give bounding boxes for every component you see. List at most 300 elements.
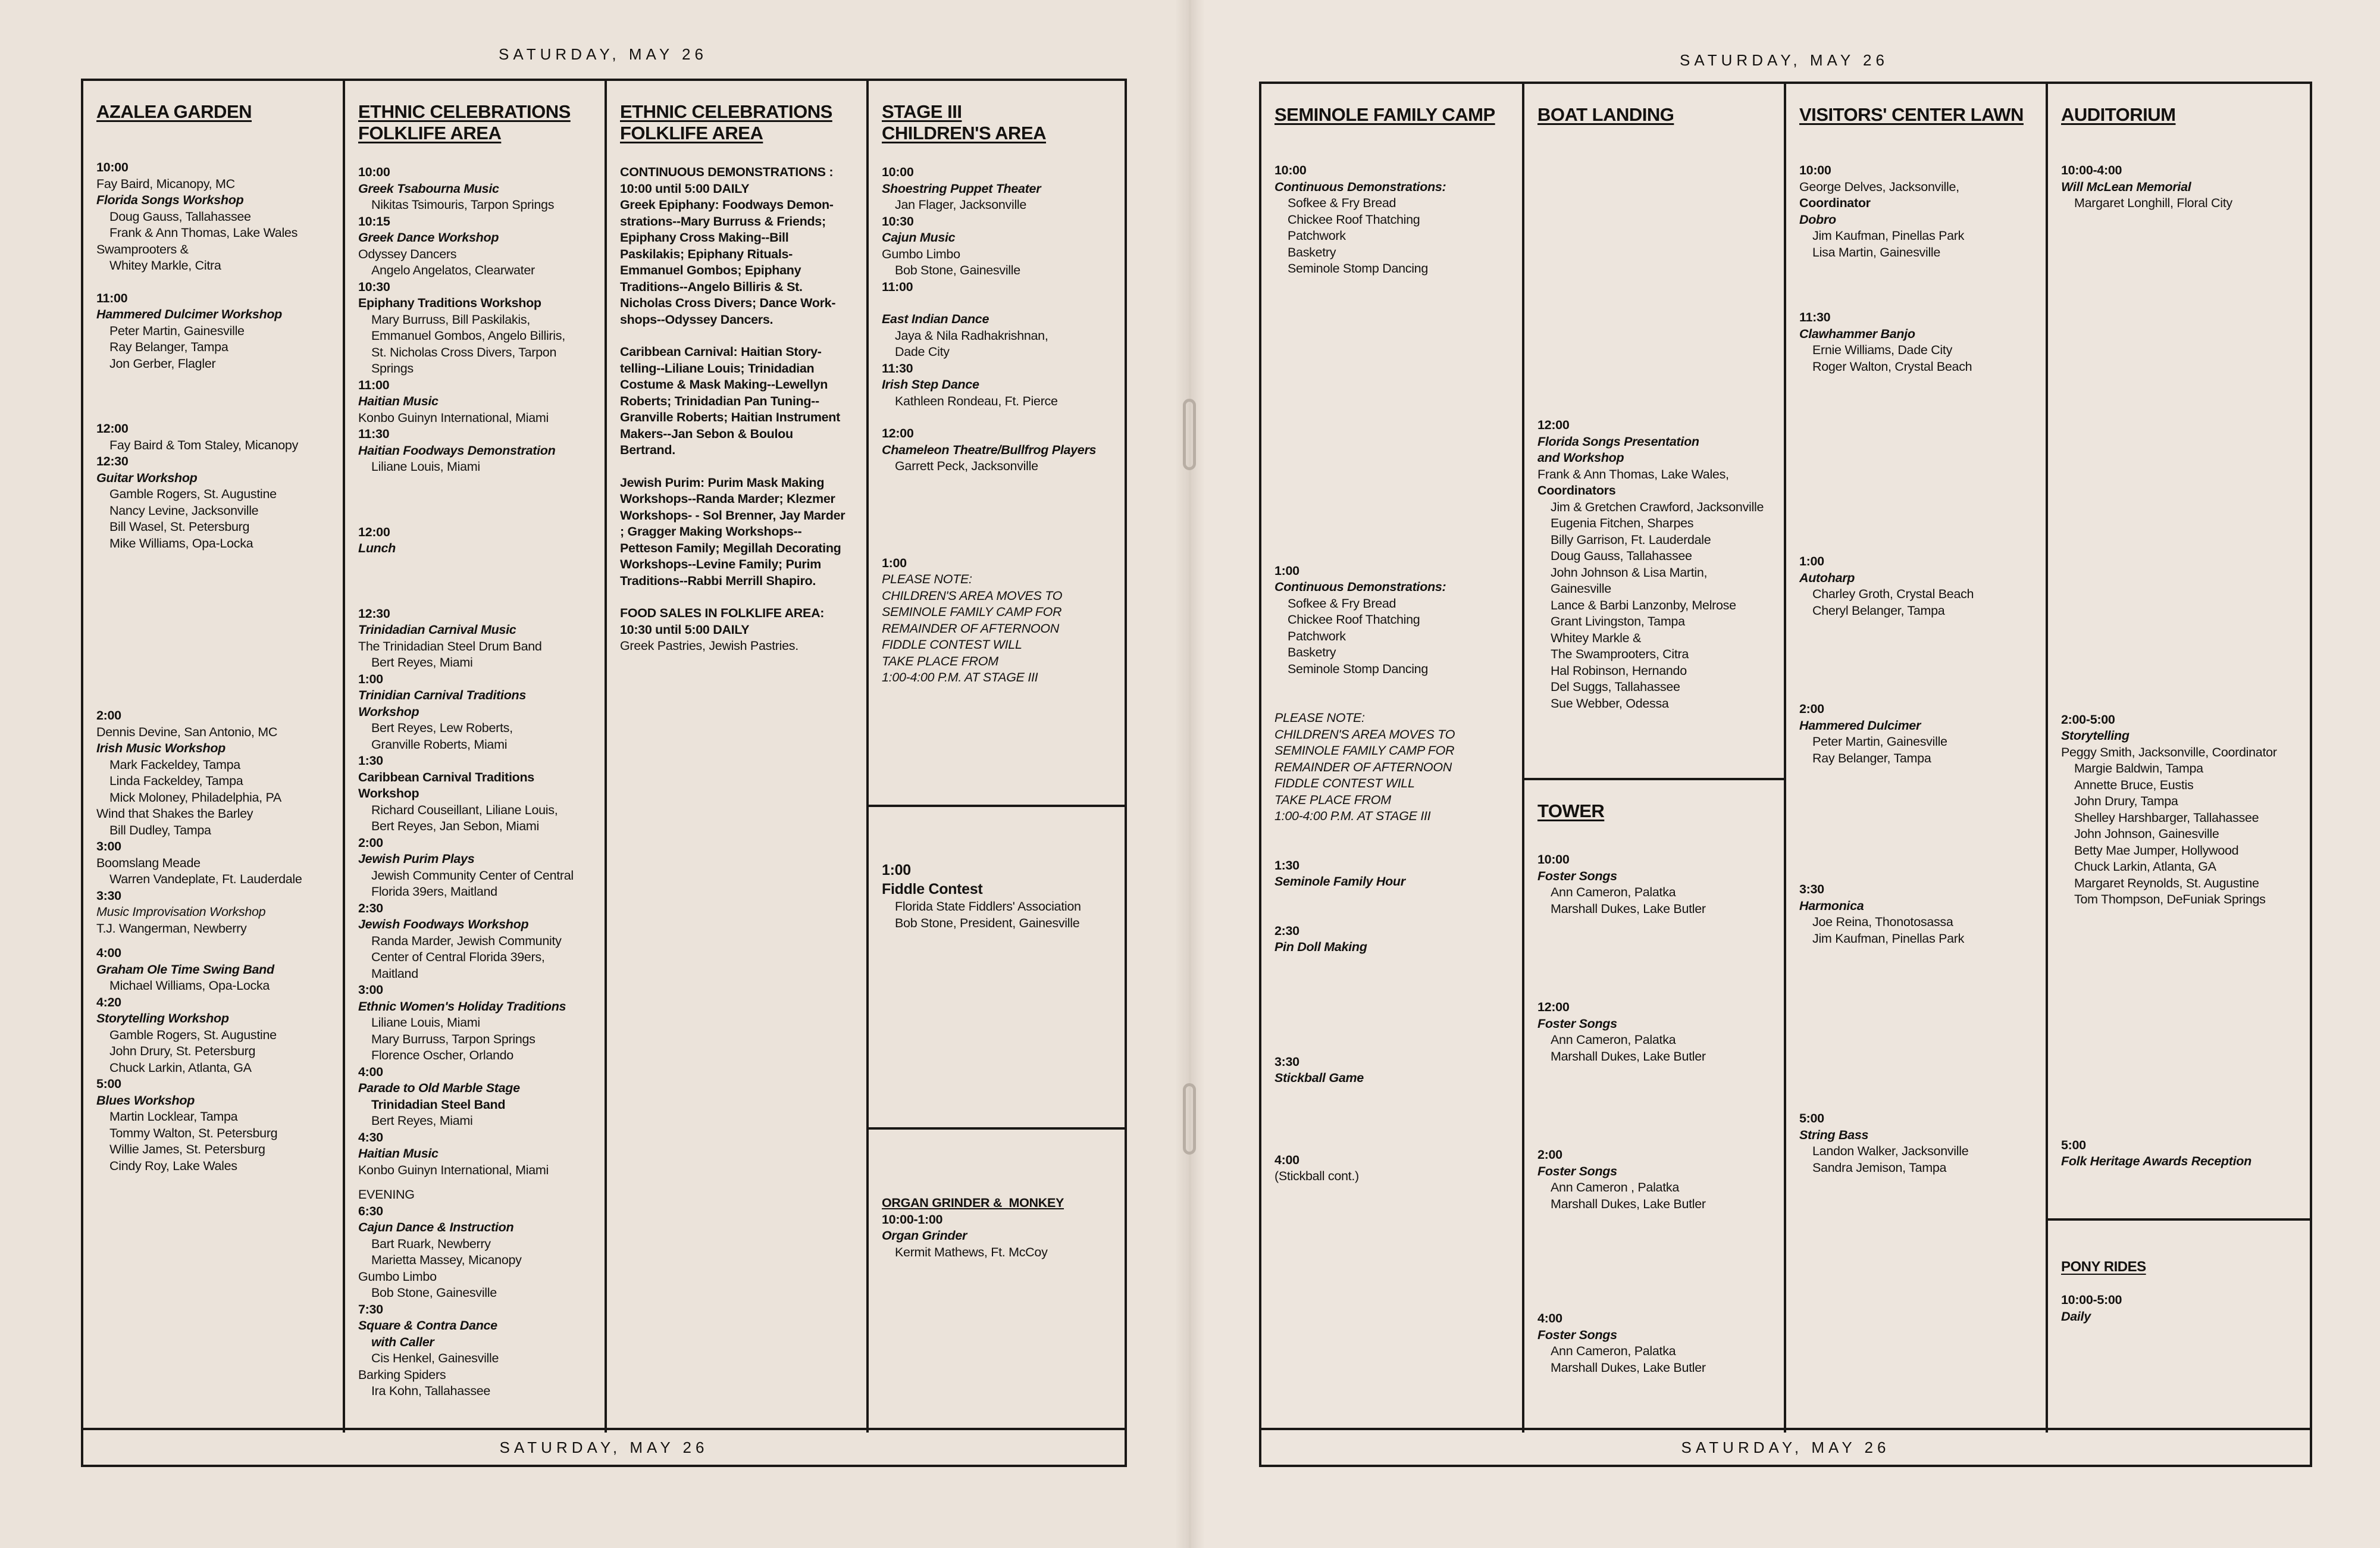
- schedule-line: Ira Kohn, Tallahassee: [371, 1384, 491, 1398]
- schedule-line: Jewish Purim Plays: [358, 852, 475, 866]
- schedule-time: 2:00: [96, 708, 121, 723]
- schedule-line: Jan Flager, Jacksonville: [895, 198, 1027, 212]
- schedule-line: Granville Roberts, Miami: [371, 737, 508, 752]
- schedule-time: 11:30: [358, 427, 390, 441]
- schedule-line: Irish Music Workshop: [96, 741, 226, 755]
- schedule-line: Dobro: [1799, 212, 1836, 227]
- schedule-line: TAKE PLACE FROM: [882, 653, 998, 668]
- schedule-line: Florida 39ers, Maitland: [371, 884, 497, 899]
- schedule-line: Irish Step Dance: [882, 377, 979, 392]
- staple-top: [1183, 399, 1196, 470]
- schedule-time: 1:00: [882, 862, 911, 878]
- schedule-line: Bob Stone, Gainesville: [895, 263, 1020, 277]
- schedule-line: Square & Contra Dance: [358, 1318, 497, 1333]
- schedule-line: Coordinators: [1537, 483, 1616, 498]
- schedule-line: CONTINUOUS DEMONSTRATIONS :: [620, 165, 834, 179]
- schedule-line: Gumbo Limbo: [882, 246, 960, 261]
- schedule-line: Foster Songs: [1537, 868, 1617, 883]
- schedule-line: Dade City: [895, 345, 950, 359]
- schedule-line: The Swamprooters, Citra: [1551, 647, 1689, 661]
- schedule-line: Tom Thompson, DeFuniak Springs: [2074, 892, 2266, 906]
- schedule-time: 1:00: [882, 555, 907, 570]
- schedule-line: Wind that Shakes the Barley: [96, 806, 253, 821]
- schedule-line: EVENING: [358, 1187, 415, 1202]
- schedule-line: Ann Cameron , Palatka: [1551, 1180, 1679, 1194]
- column-azalea-garden: [83, 81, 345, 1433]
- schedule-time: 3:00: [96, 839, 121, 853]
- schedule-line: Emmanuel Gombos; Epiphany: [620, 263, 801, 277]
- schedule-line: Foster Songs: [1537, 1164, 1617, 1178]
- schedule-line: Fay Baird & Tom Staley, Micanopy: [109, 437, 299, 452]
- schedule-table-left: [81, 79, 1127, 1467]
- schedule-line: Dennis Devine, San Antonio, MC: [96, 724, 278, 739]
- schedule-line: FIDDLE CONTEST WILL: [1274, 776, 1415, 790]
- schedule-line: Storytelling: [2061, 728, 2130, 743]
- schedule-line: Pin Doll Making: [1274, 940, 1367, 954]
- schedule-time: 1:00: [358, 671, 383, 686]
- schedule-line: Ray Belanger, Tampa: [1812, 750, 1931, 765]
- schedule-time: 10:00: [96, 160, 129, 174]
- schedule-time: 11:30: [1799, 310, 1831, 324]
- schedule-line: Foster Songs: [1537, 1327, 1617, 1342]
- schedule-time: 10:00: [882, 165, 914, 179]
- schedule-line: Paskilakis; Epiphany Rituals-: [620, 246, 793, 261]
- schedule-time: 12:00: [1537, 1000, 1570, 1014]
- schedule-time: 11:30: [882, 361, 913, 376]
- schedule-time: 10:00-5:00: [2061, 1293, 2122, 1307]
- schedule-line: John Drury, St. Petersburg: [109, 1044, 256, 1058]
- schedule-line: Bart Ruark, Newberry: [371, 1236, 491, 1251]
- schedule-line: Lance & Barbi Lanzonby, Melrose: [1551, 598, 1736, 612]
- schedule-time: 4:00: [1537, 1311, 1562, 1325]
- schedule-line: Patchwork: [1288, 229, 1346, 243]
- column-stage-3: [869, 81, 1125, 1433]
- column-title: AZALEA GARDEN: [96, 101, 252, 122]
- schedule-time: 1:00: [1274, 563, 1299, 578]
- schedule-line: Marshall Dukes, Lake Butler: [1551, 1360, 1706, 1375]
- schedule-line: Richard Couseillant, Liliane Louis,: [371, 802, 558, 817]
- schedule-line: Swamprooters &: [96, 242, 189, 257]
- column-title: BOAT LANDING: [1537, 104, 1674, 125]
- schedule-line: Trinidadian Carnival Music: [358, 623, 516, 637]
- schedule-time: 1:00: [1799, 554, 1824, 568]
- schedule-line: Marshall Dukes, Lake Butler: [1551, 1049, 1706, 1064]
- schedule-line: Basketry: [1288, 245, 1336, 259]
- schedule-time: 10:00: [358, 165, 390, 179]
- column-ethnic-celebrations-1: [345, 81, 607, 1433]
- schedule-line: Shoestring Puppet Theater: [882, 181, 1041, 196]
- schedule-line: TAKE PLACE FROM: [1274, 792, 1391, 807]
- schedule-time: 4:20: [96, 995, 121, 1009]
- column-title: VISITORS' CENTER LAWN: [1799, 104, 2024, 125]
- schedule-line: telling--Liliane Louis; Trinidadian: [620, 361, 815, 376]
- schedule-line: Chuck Larkin, Atlanta, GA: [109, 1060, 252, 1075]
- schedule-line: Jaya & Nila Radhakrishnan,: [895, 328, 1048, 343]
- schedule-line: Greek Pastries, Jewish Pastries.: [620, 639, 798, 653]
- schedule-line: shops--Odyssey Dancers.: [620, 312, 774, 327]
- schedule-line: Workshops--Randa Marder; Klezmer: [620, 492, 835, 506]
- schedule-line: Whitey Markle, Citra: [109, 258, 221, 273]
- schedule-line: Cindy Roy, Lake Wales: [109, 1158, 237, 1173]
- schedule-line: Patchwork: [1288, 628, 1346, 643]
- schedule-lines: [1537, 852, 1784, 1376]
- schedule-time: 4:30: [358, 1130, 383, 1144]
- schedule-line: Cheryl Belanger, Tampa: [1812, 603, 1945, 618]
- column-title: ETHNIC CELEBRATIONS FOLKLIFE AREA: [620, 101, 832, 143]
- schedule-line: Blues Workshop: [96, 1093, 195, 1108]
- schedule-line: Workshop: [358, 786, 419, 800]
- schedule-line: Cajun Dance & Instruction: [358, 1220, 514, 1234]
- schedule-line: Bob Stone, President, Gainesville: [895, 915, 1080, 930]
- schedule-line: Continuous Demonstrations:: [1274, 179, 1446, 194]
- schedule-lines: [882, 861, 1125, 931]
- schedule-line: John Johnson, Gainesville: [2074, 827, 2219, 841]
- book-gutter: [1175, 0, 1205, 1548]
- schedule-line: 1:00-4:00 P.M. AT STAGE III: [882, 670, 1038, 684]
- schedule-line: Nicholas Cross Divers; Dance Work-: [620, 296, 836, 310]
- schedule-line: Greek Epiphany: Foodways Demon-: [620, 198, 834, 212]
- schedule-line: Hammered Dulcimer Workshop: [96, 307, 283, 321]
- schedule-line: 1:00-4:00 P.M. AT STAGE III: [1274, 809, 1431, 823]
- schedule-line: Grant Livingston, Tampa: [1551, 614, 1685, 628]
- schedule-line: Marietta Massey, Micanopy: [371, 1253, 522, 1267]
- schedule-line: Seminole Family Hour: [1274, 874, 1405, 889]
- schedule-line: The Trinidadian Steel Drum Band: [358, 639, 542, 653]
- schedule-line: Bill Dudley, Tampa: [109, 823, 211, 837]
- tower-cell: [1524, 778, 1784, 1433]
- schedule-line: Jim Kaufman, Pinellas Park: [1812, 931, 1965, 946]
- schedule-line: Betty Mae Jumper, Hollywood: [2074, 843, 2239, 858]
- schedule-time: 5:00: [1799, 1111, 1824, 1125]
- schedule-line: Michael Williams, Opa-Locka: [109, 978, 270, 993]
- schedule-line: Haitian Music: [358, 394, 439, 408]
- page-header-date: SATURDAY, MAY 26: [499, 45, 707, 63]
- schedule-line: Daily: [2061, 1309, 2091, 1324]
- schedule-line: Epiphany Cross Making--Bill: [620, 230, 789, 245]
- schedule-line: Traditions--Rabbi Merrill Shapiro.: [620, 573, 816, 588]
- schedule-time: 4:00: [358, 1064, 383, 1079]
- schedule-time: 6:30: [358, 1203, 383, 1218]
- schedule-line: Garrett Peck, Jacksonville: [895, 459, 1038, 473]
- column-title: AUDITORIUM: [2061, 104, 2176, 125]
- schedule-time: 12:00: [882, 426, 914, 440]
- schedule-time: 12:00: [1537, 418, 1570, 432]
- schedule-line: Ann Cameron, Palatka: [1551, 1033, 1676, 1047]
- schedule-line: Frank & Ann Thomas, Lake Wales: [109, 226, 298, 240]
- column-title: PONY RIDES: [2061, 1259, 2146, 1275]
- schedule-line: SEMINOLE FAMILY CAMP FOR: [882, 605, 1062, 619]
- schedule-line: Konbo Guinyn International, Miami: [358, 1162, 549, 1177]
- schedule-time: 12:00: [96, 421, 129, 436]
- schedule-line: Tommy Walton, St. Petersburg: [109, 1125, 278, 1140]
- schedule-line: with Caller: [371, 1334, 434, 1349]
- page-footer-date: SATURDAY, MAY 26: [83, 1428, 1125, 1465]
- schedule-line: Parade to Old Marble Stage: [358, 1081, 520, 1095]
- schedule-line: Trinidian Carnival Traditions: [358, 688, 527, 702]
- schedule-line: Ernie Williams, Dade City: [1812, 343, 1953, 357]
- schedule-line: Marshall Dukes, Lake Butler: [1551, 901, 1706, 916]
- schedule-line: Billy Garrison, Ft. Lauderdale: [1551, 532, 1711, 547]
- schedule-time: 3:00: [358, 983, 383, 997]
- schedule-line: Willie James, St. Petersburg: [109, 1142, 265, 1156]
- schedule-lines: [1537, 417, 1784, 712]
- schedule-time: 5:00: [2061, 1137, 2086, 1152]
- schedule-time: 11:00: [96, 290, 128, 305]
- schedule-line: Bert Reyes, Jan Sebon, Miami: [371, 819, 539, 833]
- schedule-line: Stickball Game: [1274, 1071, 1364, 1085]
- schedule-line: Makers--Jan Sebon & Boulou: [620, 426, 793, 441]
- schedule-lines: [2061, 162, 2310, 1170]
- schedule-line: Mary Burruss, Tarpon Springs: [371, 1031, 536, 1046]
- schedule-line: Peter Martin, Gainesville: [109, 323, 245, 338]
- schedule-lines: [882, 1195, 1125, 1261]
- schedule-line: Angelo Angelatos, Clearwater: [371, 263, 535, 277]
- schedule-line: Music Improvisation Workshop: [96, 905, 266, 919]
- schedule-table-right: [1259, 82, 2312, 1467]
- schedule-time: 2:00: [358, 835, 383, 850]
- schedule-lines: [2061, 1292, 2310, 1325]
- schedule-time: 10:30: [358, 279, 390, 294]
- schedule-line: Harmonica: [1799, 898, 1864, 913]
- schedule-time: 10:30: [882, 214, 914, 229]
- schedule-line: CHILDREN'S AREA MOVES TO: [1274, 727, 1455, 742]
- schedule-line: strations--Mary Burruss & Friends;: [620, 214, 826, 229]
- schedule-line: REMAINDER OF AFTERNOON: [1274, 759, 1452, 774]
- schedule-line: Lisa Martin, Gainesville: [1812, 245, 1941, 259]
- schedule-time: 11:00: [882, 279, 913, 294]
- column-title: TOWER: [1537, 800, 1605, 821]
- schedule-line: Eugenia Fitchen, Sharpes: [1551, 516, 1694, 530]
- schedule-line: Epiphany Traditions Workshop: [358, 296, 541, 310]
- schedule-line: Roger Walton, Crystal Beach: [1812, 359, 1972, 374]
- schedule-line: Joe Reina, Thonotosassa: [1812, 915, 1953, 929]
- schedule-line: Bill Wasel, St. Petersburg: [109, 520, 250, 534]
- schedule-line: Gamble Rogers, St. Augustine: [109, 1027, 277, 1042]
- schedule-line: Mick Moloney, Philadelphia, PA: [109, 790, 281, 805]
- schedule-line: ORGAN GRINDER & MONKEY: [882, 1196, 1064, 1210]
- schedule-lines: [882, 164, 1125, 686]
- schedule-line: Shelley Harshbarger, Tallahassee: [2074, 810, 2259, 825]
- schedule-time: 4:00: [1274, 1152, 1299, 1167]
- schedule-line: Mike Williams, Opa-Locka: [109, 536, 253, 551]
- schedule-time: 2:30: [358, 900, 383, 915]
- schedule-line: SEMINOLE FAMILY CAMP FOR: [1274, 743, 1455, 758]
- schedule-line: Petteson Family; Megillah Decorating: [620, 540, 841, 555]
- schedule-line: Landon Walker, Jacksonville: [1812, 1144, 1969, 1158]
- schedule-line: Bob Stone, Gainesville: [371, 1286, 497, 1300]
- schedule-time: 10:30 until 5:00 DAILY: [620, 622, 750, 637]
- schedule-line: Gainesville: [1551, 581, 1611, 596]
- schedule-time: 3:30: [1274, 1054, 1299, 1069]
- schedule-line: Lunch: [358, 541, 396, 555]
- schedule-line: Graham Ole Time Swing Band: [96, 962, 274, 977]
- schedule-line: and Workshop: [1537, 451, 1624, 465]
- schedule-line: Haitian Music: [358, 1146, 439, 1161]
- schedule-lines: [1274, 162, 1522, 1185]
- schedule-line: Traditions--Angelo Billiris & St.: [620, 279, 803, 294]
- schedule-line: Bert Reyes, Lew Roberts,: [371, 721, 513, 735]
- schedule-time: 2:00: [1537, 1147, 1562, 1162]
- stage3-schedule: [869, 81, 1125, 805]
- schedule-line: Ann Cameron, Palatka: [1551, 885, 1676, 899]
- column-title: STAGE III CHILDREN'S AREA: [882, 101, 1047, 143]
- schedule-line: Bert Reyes, Miami: [371, 655, 473, 670]
- column-visitors-center-lawn: [1786, 84, 2048, 1433]
- schedule-line: Liliane Louis, Miami: [371, 1015, 480, 1030]
- schedule-line: (Stickball cont.): [1274, 1169, 1359, 1183]
- pony-rides-cell: [2048, 1218, 2310, 1433]
- schedule-time: 1:30: [1274, 858, 1299, 872]
- schedule-time: 7:30: [358, 1302, 383, 1316]
- left-page: [0, 0, 1184, 1548]
- schedule-line: Peggy Smith, Jacksonville, Coordinator: [2061, 745, 2277, 759]
- schedule-time: 10:00: [1799, 163, 1831, 177]
- schedule-line: Kathleen Rondeau, Ft. Pierce: [895, 393, 1058, 408]
- schedule-line: Mary Burruss, Bill Paskilakis,: [371, 312, 530, 327]
- schedule-time: 2:00-5:00: [2061, 712, 2115, 727]
- schedule-line: Caribbean Carnival: Haitian Story-: [620, 345, 822, 359]
- schedule-line: Boomslang Meade: [96, 855, 201, 870]
- schedule-line: Frank & Ann Thomas, Lake Wales,: [1537, 467, 1729, 481]
- schedule-line: Martin Locklear, Tampa: [109, 1109, 238, 1124]
- schedule-line: Ethnic Women's Holiday Traditions: [358, 999, 566, 1014]
- schedule-line: Liliane Louis, Miami: [371, 459, 480, 474]
- schedule-lines: [358, 164, 605, 1400]
- schedule-line: Florence Oscher, Orlando: [371, 1048, 513, 1062]
- schedule-line: Sofkee & Fry Bread: [1288, 596, 1396, 611]
- schedule-time: 2:00: [1799, 702, 1824, 716]
- schedule-line: Chickee Roof Thatching: [1288, 212, 1420, 227]
- schedule-line: Emmanuel Gombos, Angelo Billiris,: [371, 329, 565, 343]
- schedule-line: Costume & Mask Making--Lewellyn: [620, 377, 828, 392]
- schedule-line: Jim & Gretchen Crawford, Jacksonville: [1551, 499, 1764, 514]
- schedule-line: East Indian Dance: [882, 312, 989, 326]
- schedule-lines: [620, 164, 866, 655]
- schedule-time: 10:00-1:00: [882, 1212, 943, 1227]
- schedule-time: 10:00 until 5:00 DAILY: [620, 181, 750, 196]
- boat-landing-cell: [1524, 84, 1784, 778]
- schedule-line: CHILDREN'S AREA MOVES TO: [882, 588, 1063, 603]
- schedule-line: George Delves, Jacksonville,: [1799, 179, 1959, 194]
- schedule-time: 4:00: [96, 946, 121, 960]
- schedule-line: PLEASE NOTE:: [1274, 711, 1365, 725]
- schedule-lines: [96, 160, 343, 1174]
- schedule-time: 1:30: [358, 753, 383, 768]
- schedule-line: Basketry: [1288, 645, 1336, 659]
- schedule-time: 12:30: [96, 454, 129, 468]
- schedule-time: 10:00: [1274, 163, 1307, 177]
- schedule-line: Sofkee & Fry Bread: [1288, 196, 1396, 210]
- schedule-line: Center of Central Florida 39ers,: [371, 950, 545, 964]
- schedule-line: ; Gragger Making Workshops--: [620, 524, 802, 539]
- schedule-line: Florida State Fiddlers' Association: [895, 899, 1081, 914]
- column-boat-landing-tower: [1524, 84, 1786, 1433]
- schedule-line: Fiddle Contest: [882, 881, 983, 897]
- schedule-line: Jon Gerber, Flagler: [109, 356, 216, 371]
- schedule-line: Odyssey Dancers: [358, 246, 457, 261]
- schedule-line: John Johnson & Lisa Martin,: [1551, 565, 1708, 580]
- schedule-line: Mark Fackeldey, Tampa: [109, 757, 240, 772]
- schedule-time: 2:30: [1274, 923, 1299, 938]
- schedule-line: Sue Webber, Odessa: [1551, 696, 1669, 711]
- schedule-line: Margie Baldwin, Tampa: [2074, 761, 2203, 775]
- schedule-line: Guitar Workshop: [96, 470, 198, 485]
- schedule-line: REMAINDER OF AFTERNOON: [882, 621, 1060, 636]
- schedule-line: Workshop: [358, 704, 419, 719]
- schedule-line: Roberts; Trinidadian Pan Tuning--: [620, 393, 819, 408]
- schedule-line: Clawhammer Banjo: [1799, 326, 1915, 341]
- schedule-time: 10:00-4:00: [2061, 163, 2122, 177]
- schedule-line: Randa Marder, Jewish Community: [371, 933, 562, 948]
- column-title: ETHNIC CELEBRATIONS FOLKLIFE AREA: [358, 101, 571, 143]
- schedule-line: Sandra Jemison, Tampa: [1812, 1160, 1947, 1175]
- schedule-time: 3:30: [1799, 882, 1824, 896]
- schedule-line: Trinidadian Steel Band: [371, 1097, 506, 1112]
- schedule-line: Caribbean Carnival Traditions: [358, 770, 534, 784]
- schedule-line: Doug Gauss, Tallahassee: [109, 209, 251, 224]
- schedule-line: Bert Reyes, Miami: [371, 1114, 473, 1128]
- schedule-line: Florida Songs Presentation: [1537, 434, 1699, 449]
- schedule-line: Jim Kaufman, Pinellas Park: [1812, 229, 1965, 243]
- schedule-line: Organ Grinder: [882, 1228, 967, 1243]
- schedule-line: Workshops--Levine Family; Purim: [620, 557, 821, 571]
- schedule-line: Greek Dance Workshop: [358, 230, 499, 245]
- schedule-line: Jewish Purim: Purim Mask Making: [620, 475, 825, 490]
- schedule-line: Barking Spiders: [358, 1367, 446, 1382]
- schedule-line: Margaret Reynolds, St. Augustine: [2074, 875, 2259, 890]
- schedule-line: Doug Gauss, Tallahassee: [1551, 549, 1692, 563]
- schedule-line: Seminole Stomp Dancing: [1288, 261, 1428, 276]
- schedule-line: Storytelling Workshop: [96, 1011, 229, 1025]
- schedule-line: Jewish Foodways Workshop: [358, 917, 529, 931]
- schedule-line: Margaret Longhill, Floral City: [2074, 196, 2232, 210]
- schedule-line: Seminole Stomp Dancing: [1288, 661, 1428, 676]
- schedule-line: Chameleon Theatre/Bullfrog Players: [882, 442, 1097, 457]
- schedule-line: Coordinator: [1799, 196, 1871, 210]
- schedule-line: Warren Vandeplate, Ft. Lauderdale: [109, 872, 302, 886]
- schedule-line: Hammered Dulcimer: [1799, 718, 1921, 733]
- schedule-line: Florida Songs Workshop: [96, 193, 244, 207]
- schedule-line: FIDDLE CONTEST WILL: [882, 637, 1022, 652]
- schedule-line: Greek Tsabourna Music: [358, 181, 499, 196]
- column-seminole-family-camp: [1261, 84, 1524, 1433]
- schedule-line: Chickee Roof Thatching: [1288, 612, 1420, 627]
- schedule-line: Marshall Dukes, Lake Butler: [1551, 1196, 1706, 1211]
- page-header-date: SATURDAY, MAY 26: [1680, 51, 1889, 69]
- column-auditorium: [2048, 84, 2310, 1433]
- schedule-line: Nikitas Tsimouris, Tarpon Springs: [371, 198, 555, 212]
- fiddle-contest-cell: [869, 805, 1125, 1127]
- schedule-line: Will McLean Memorial: [2061, 179, 2191, 194]
- schedule-line: Annette Bruce, Eustis: [2074, 777, 2194, 792]
- organ-grinder-cell: [869, 1127, 1125, 1433]
- schedule-line: Ann Cameron, Palatka: [1551, 1344, 1676, 1358]
- column-title: SEMINOLE FAMILY CAMP: [1274, 104, 1495, 125]
- schedule-line: Whitey Markle &: [1551, 630, 1642, 645]
- schedule-line: Folk Heritage Awards Reception: [2061, 1154, 2251, 1168]
- schedule-time: 11:00: [358, 377, 390, 392]
- schedule-line: Hal Robinson, Hernando: [1551, 663, 1687, 678]
- column-ethnic-celebrations-2: [607, 81, 869, 1433]
- right-page: [1196, 0, 2380, 1548]
- schedule-line: John Drury, Tampa: [2074, 794, 2178, 808]
- schedule-line: Granville Roberts; Haitian Instrument: [620, 410, 841, 424]
- schedule-line: PLEASE NOTE:: [882, 572, 972, 586]
- page-footer-date: SATURDAY, MAY 26: [1261, 1428, 2310, 1465]
- schedule-line: Peter Martin, Gainesville: [1812, 734, 1947, 749]
- schedule-line: Nancy Levine, Jacksonville: [109, 503, 259, 518]
- schedule-line: Charley Groth, Crystal Beach: [1812, 587, 1974, 601]
